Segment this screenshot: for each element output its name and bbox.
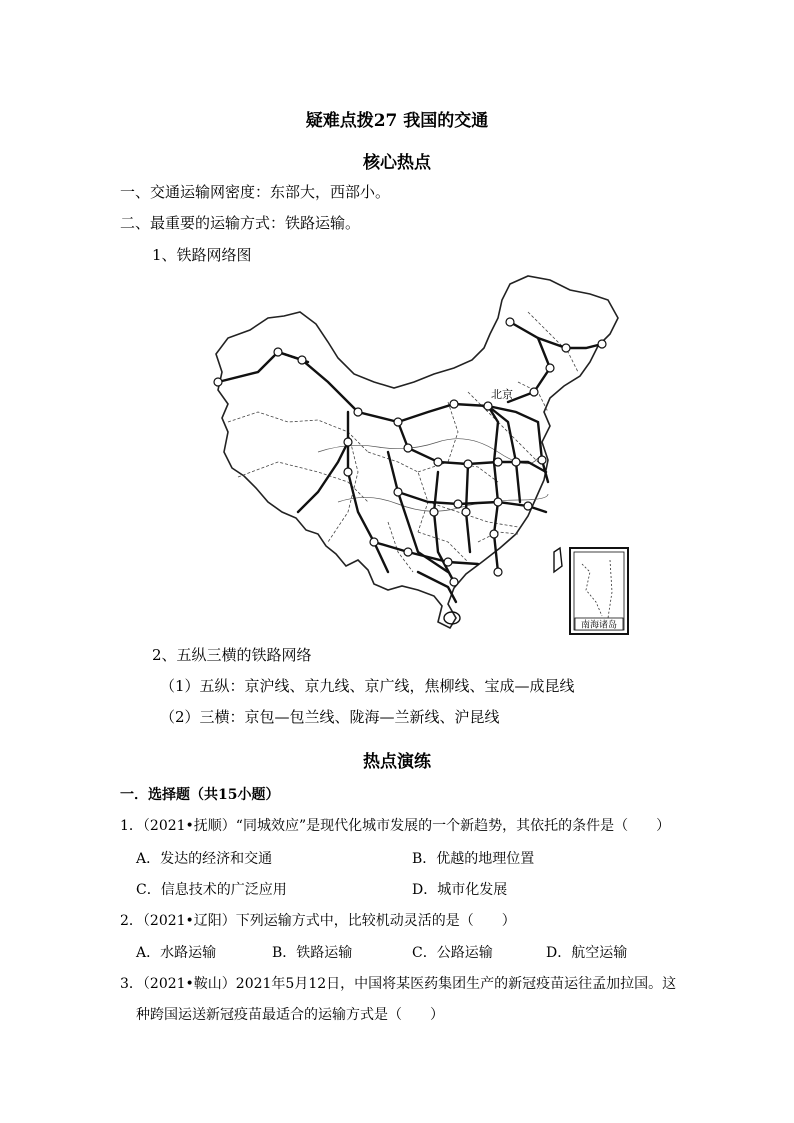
question-2-option-c[interactable]: C．公路运输 [412, 945, 493, 961]
question-1-option-b[interactable]: B．优越的地理位置 [412, 851, 535, 867]
question-3-stem-line1: 3．（2021•鞍山）2021年5月12日，中国将某医药集团生产的新冠疫苗运往孟加拉国。这 [120, 976, 677, 992]
question-2-option-a[interactable]: A．水路运输 [136, 945, 217, 961]
paragraph-map-caption: 1、铁路网络图 [152, 246, 252, 264]
south-china-sea-inset [570, 548, 628, 634]
question-3-stem-line2: 种跨国运送新冠疫苗最适合的运输方式是（ ） [136, 1007, 444, 1023]
inset-label: 南海诸岛 [580, 620, 618, 631]
paragraph-density: 一、交通运输网密度：东部大，西部小。 [120, 183, 391, 201]
paragraph-five-vertical: （1）五纵：京沪线、京九线、京广线，焦柳线、宝成—成昆线 [160, 677, 575, 695]
beijing-label: 北京 [491, 388, 513, 401]
taiwan-island [554, 548, 562, 572]
railway-network-map [198, 272, 632, 636]
question-1-option-c[interactable]: C．信息技术的广泛应用 [136, 882, 287, 898]
paragraph-three-horizontal: （2）三横：京包—包兰线、陇海—兰新线、沪昆线 [160, 708, 500, 726]
paragraph-main-mode: 二、最重要的运输方式：铁路运输。 [120, 214, 361, 232]
paragraph-five-three: 2、五纵三横的铁路网络 [152, 646, 312, 664]
document-title: 疑难点拨27 我国的交通 [305, 111, 489, 131]
question-2-option-b[interactable]: B．铁路运输 [272, 945, 353, 961]
question-1-option-d[interactable]: D．城市化发展 [412, 882, 508, 898]
section-heading-practice: 热点演练 [363, 752, 431, 772]
part-heading: 一．选择题（共15小题） [120, 787, 280, 803]
question-2-stem: 2．（2021•辽阳）下列运输方式中，比较机动灵活的是（ ） [120, 913, 516, 929]
question-2-option-d[interactable]: D．航空运输 [546, 945, 628, 961]
hainan-island [444, 612, 460, 624]
section-heading-core: 核心热点 [363, 153, 431, 173]
question-1-stem: 1．（2021•抚顺）“同城效应”是现代化城市发展的一个新趋势，其依托的条件是（ ） [120, 818, 671, 834]
question-1-option-a[interactable]: A．发达的经济和交通 [136, 851, 273, 867]
